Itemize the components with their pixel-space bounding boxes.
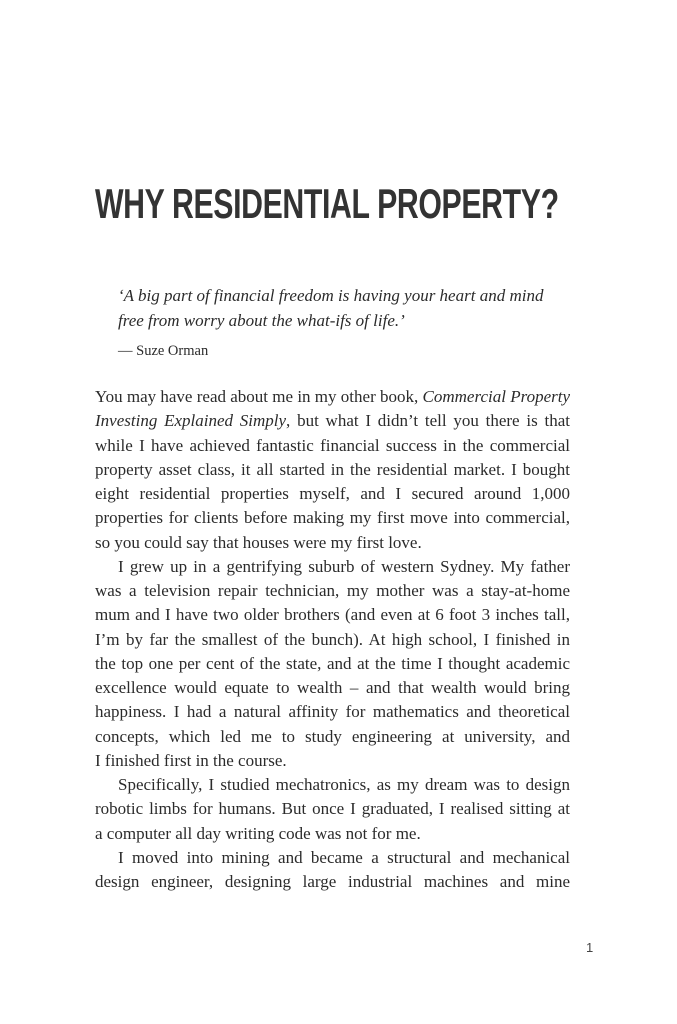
text-segment: Specifically, I studied mechatronics, as my dream was to design [118,775,570,794]
text-line [95,846,570,870]
text-segment: eight residential properties myself, and I secured around 1,000 [95,484,570,503]
text-segment: property asset class, it all started in the residential market. I bought [95,459,570,479]
text-line [95,822,570,846]
text-line [95,434,570,458]
chapter-title: WHY RESIDENTIAL PROPERTY? [95,180,559,227]
text-line [95,676,570,700]
epigraph-line: free from worry about the what-ifs of life.’ [118,310,405,330]
text-segment: so you could say that houses were my first love. [95,532,422,552]
text-line [95,531,570,555]
text-segment: robotic limbs for humans. But once I graduated, I realised sitting at [95,799,570,819]
text-segment: concepts, which led me to study engineering at university, and [95,726,570,746]
text-line [95,409,570,433]
text-segment: excellence would equate to wealth – and that wealth would bring [95,678,570,697]
text-segment: You may have read about me in my other book, [95,387,423,406]
text-segment: I grew up in a gentrifying suburb of western Sydney. My father [118,556,570,576]
text-line [95,725,570,749]
text-line [95,870,570,894]
text-segment: properties for clients before making my first move into commercial, [95,508,570,528]
text-line [95,603,570,627]
text-line [95,628,570,652]
text-line [95,797,570,821]
text-segment: while I have achieved fantastic financial success in the commercial [95,435,570,455]
text-line [95,555,570,579]
paragraph [95,773,570,846]
epigraph-attribution: — Suze Orman [118,343,209,359]
text-line [95,652,570,676]
text-line [95,458,570,482]
page-number: 1 [586,940,594,955]
text-line [95,749,570,773]
epigraph-quote [118,284,558,333]
paragraph [95,555,570,773]
text-line [95,506,570,530]
epigraph-line: ‘A big part of financial freedom is having your heart and mind [118,286,544,305]
text-segment: a computer all day writing code was not for me. [95,823,421,843]
text-segment: I finished first in the course. [95,750,287,770]
text-line [95,773,570,797]
text-segment: the top one per cent of the state, and at the time I thought academic [95,653,570,673]
text-segment: , but what I didn’t tell you there is that [286,411,570,431]
body-text [95,385,570,894]
text-segment: I’m by far the smallest of the bunch). At high school, I finished in [95,629,570,649]
book-title-italic: Commercial Property [422,387,570,406]
text-line [95,700,570,724]
text-line [95,482,570,506]
text-segment: I moved into mining and became a structural and mechanical [118,847,570,867]
text-line [95,385,570,409]
paragraph [95,385,570,555]
text-segment: was a television repair technician, my mother was a stay-at-home [95,581,570,600]
text-segment: happiness. I had a natural affinity for mathematics and theoretical [95,702,570,722]
text-segment: mum and I have two older brothers (and even at 6 foot 3 inches tall, [95,605,570,625]
text-segment: design engineer, designing large industrial machines and mine [95,872,570,891]
text-line [95,579,570,603]
book-title-italic: Investing Explained Simply [95,411,287,431]
paragraph [95,846,570,895]
